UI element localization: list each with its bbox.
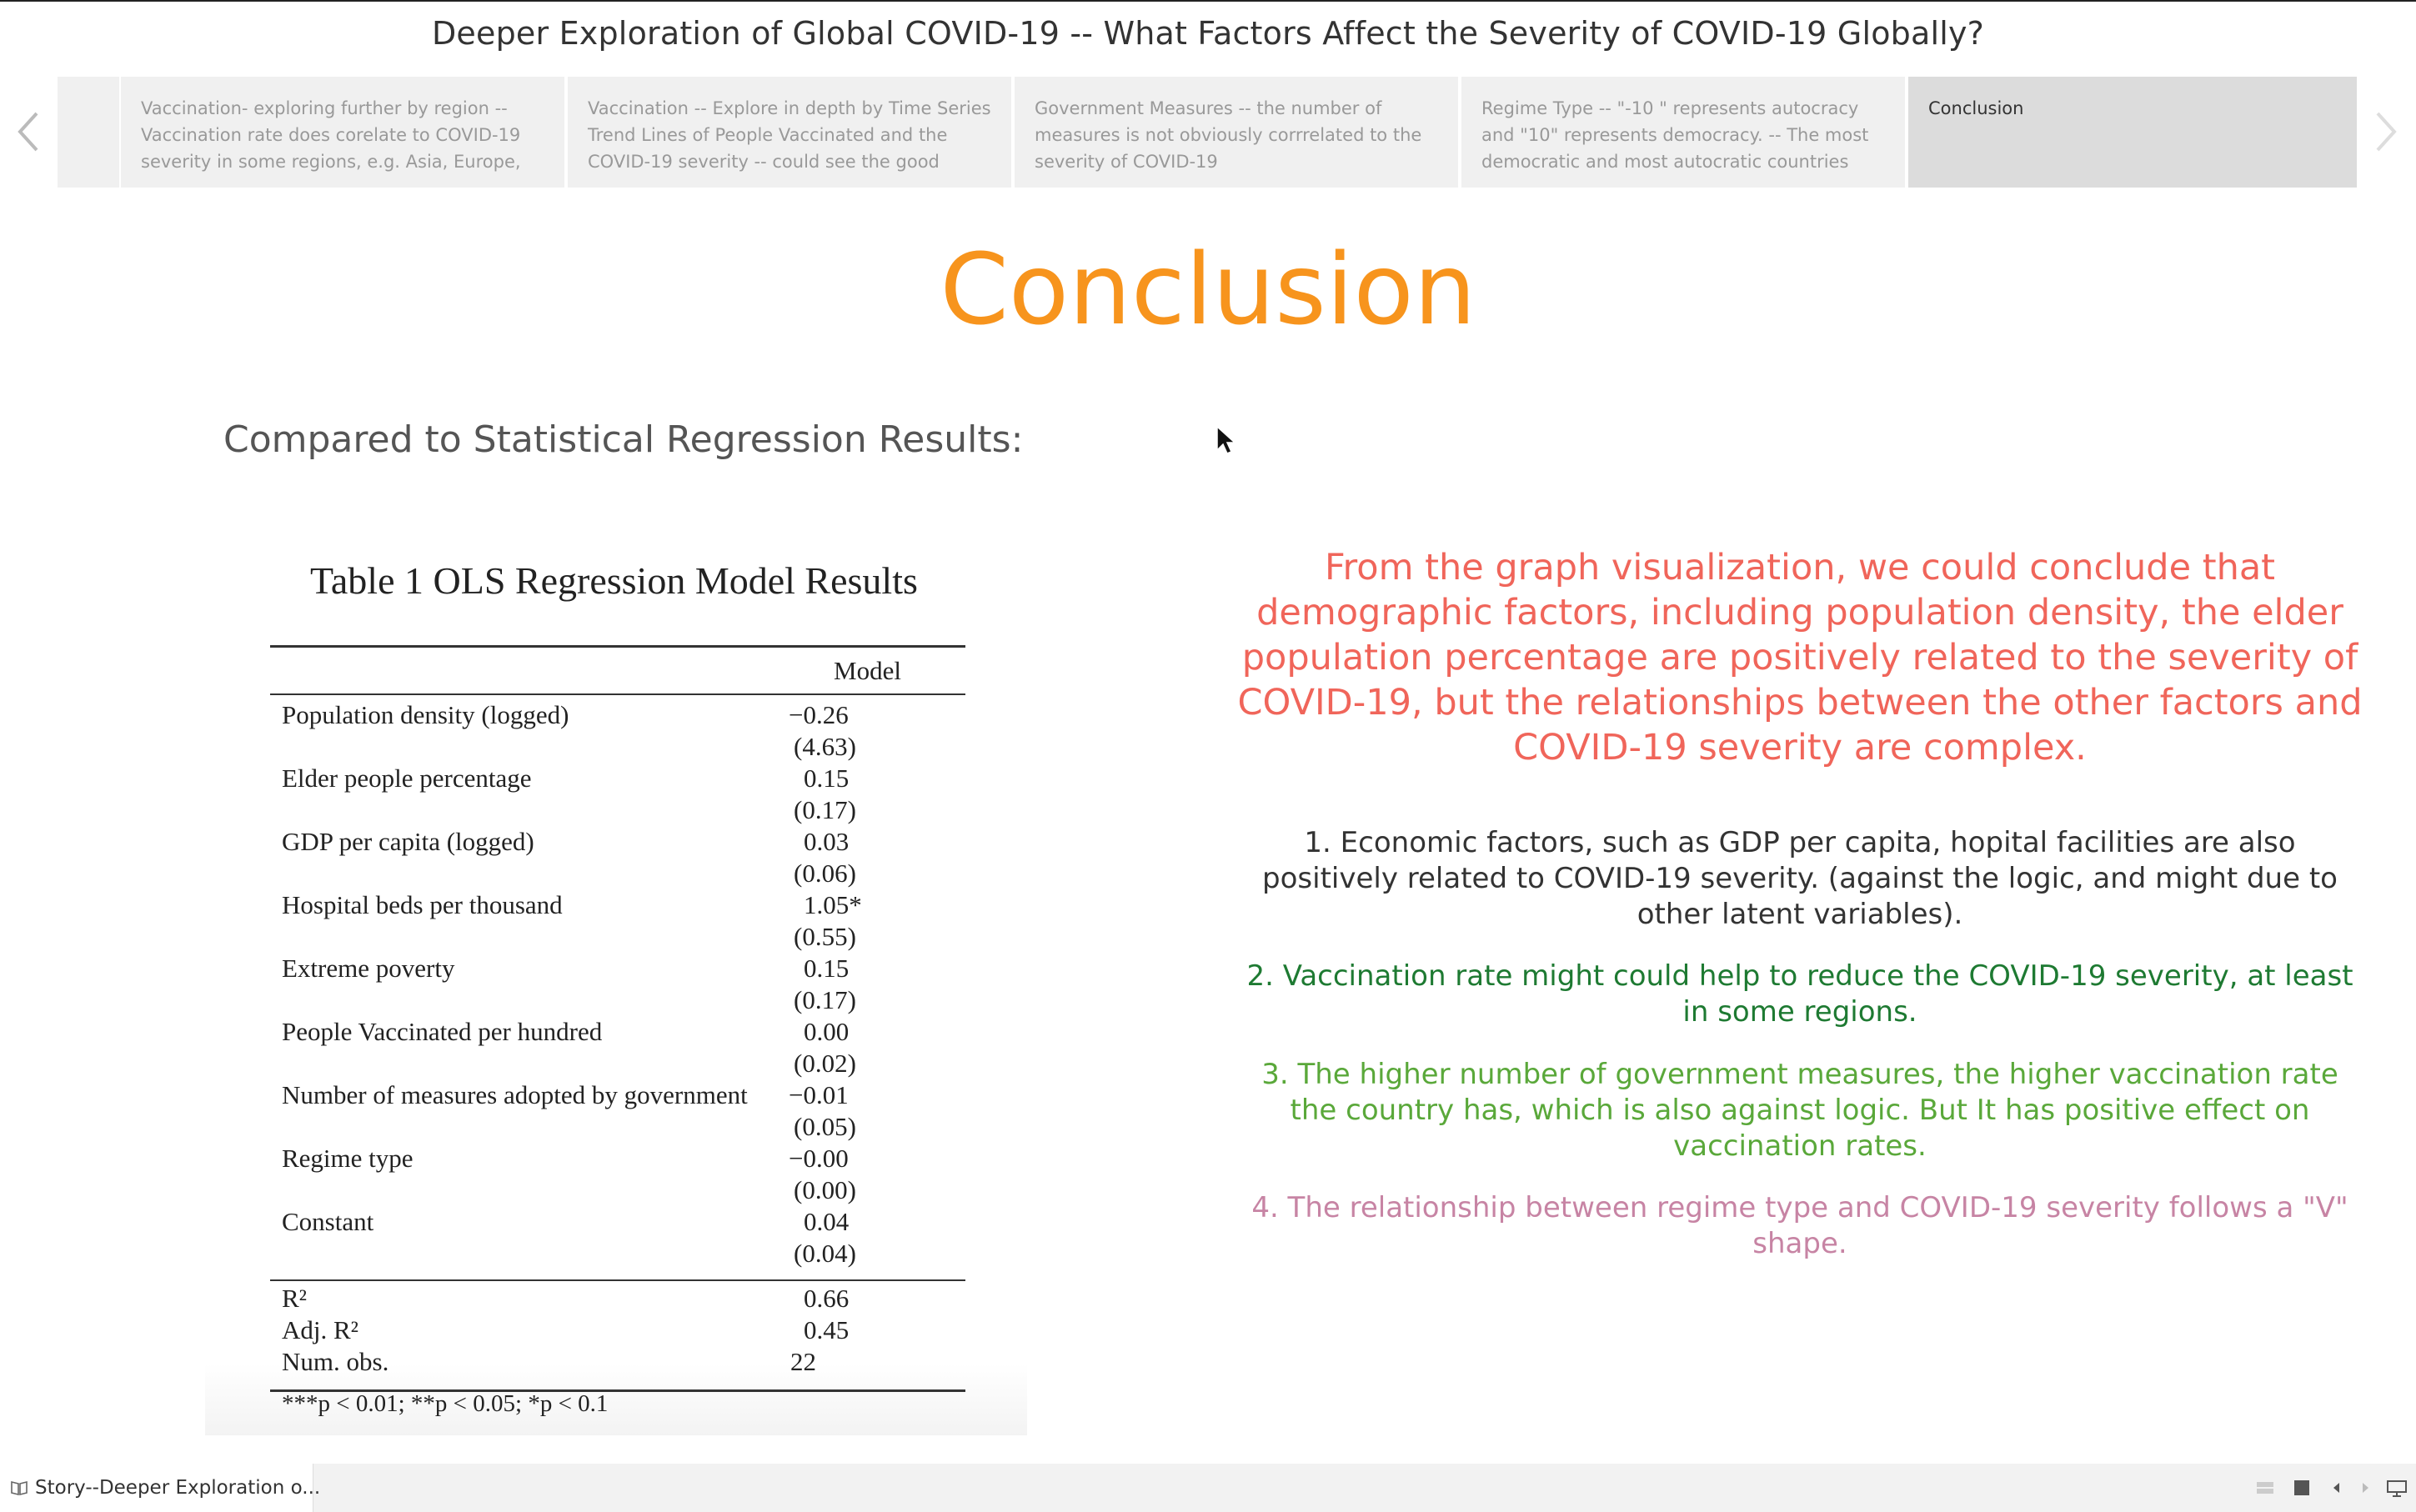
stat-value: 22	[790, 1347, 816, 1376]
finding-vaccination: 2. Vaccination rate might could help to reduce the COVID-19 severity, at least in some regions.	[1246, 959, 2353, 1029]
tab-vaccination-region[interactable]: Vaccination- exploring further by region -- Vaccination rate does corelate to COVID-19 severity in some regions, e.g. Asia, Europe,	[121, 77, 564, 188]
table-stats-rule	[270, 1279, 965, 1281]
tab-vaccination-time-series[interactable]: Vaccination -- Explore in depth by Time Series Trend Lines of People Vaccinated and the COVID-19 severity -- could see the good	[568, 77, 1011, 188]
regression-table-image	[205, 533, 1027, 1435]
row-std-error: (0.17)	[794, 795, 856, 824]
row-coefficient: 0.04	[804, 1207, 850, 1236]
table-row	[205, 827, 1027, 888]
row-std-error: (0.04)	[794, 1239, 856, 1268]
sheet-tab-bar	[0, 1464, 2416, 1512]
conclusion-summary: From the graph visualization, we could conclude that demographic factors, including population density, the elder population percentage are positively related to the severity of COVID-19, but the relationships between the other factors and COVID-19 severity are complex.	[1237, 547, 2363, 769]
story-book-icon	[10, 1479, 28, 1497]
table-significance-note: ***p < 0.01; **p < 0.05; *p < 0.1	[282, 1390, 609, 1417]
tab-government-measures[interactable]: Government Measures -- the number of measures is not obviously corrrelated to the severity of COVID-19	[1015, 77, 1458, 188]
table-row	[205, 1207, 1027, 1268]
sheet-tab-story[interactable]	[0, 1464, 321, 1512]
single-view-icon[interactable]	[2291, 1477, 2313, 1499]
filmstrip-view-icon[interactable]	[2254, 1477, 2276, 1499]
chevron-left-icon[interactable]	[5, 98, 55, 165]
row-label: Constant	[282, 1207, 374, 1236]
next-sheet-icon[interactable]	[2354, 1477, 2376, 1499]
section-subheading: Compared to Statistical Regression Results:	[223, 418, 1024, 461]
tab-conclusion[interactable]: Conclusion	[1908, 77, 2357, 188]
table-row	[205, 700, 1027, 761]
row-std-error: (0.55)	[794, 922, 856, 951]
row-coefficient: 0.03	[804, 827, 850, 856]
table-row	[205, 1017, 1027, 1078]
row-label: Number of measures adopted by government	[282, 1080, 748, 1109]
row-coefficient: 0.00	[804, 1017, 850, 1046]
row-label: Elder people percentage	[282, 764, 532, 793]
table-row	[205, 954, 1027, 1014]
stat-label: R²	[282, 1284, 307, 1313]
row-std-error: (0.00)	[794, 1175, 856, 1204]
row-label: Extreme poverty	[282, 954, 455, 983]
finding-economic: 1. Economic factors, such as GDP per capita, hopital facilities are also positively related to COVID-19 severity. (against the logic, and might due to other latent variables).	[1262, 826, 2338, 931]
table-row	[205, 764, 1027, 824]
window-top-border	[0, 0, 2416, 2]
previous-sheet-icon[interactable]	[2326, 1477, 2348, 1499]
stat-label: Adj. R²	[282, 1315, 358, 1344]
row-coefficient: −0.01	[789, 1080, 849, 1109]
row-coefficient: 1.05*	[804, 890, 862, 919]
row-coefficient: −0.00	[789, 1144, 849, 1173]
row-coefficient: 0.15	[804, 764, 850, 793]
stat-value: 0.66	[804, 1284, 850, 1313]
table-row	[205, 1144, 1027, 1204]
row-label: People Vaccinated per hundred	[282, 1017, 603, 1046]
sheet-tab-label: Story--Deeper Exploration o...	[35, 1477, 321, 1499]
row-std-error: (0.06)	[794, 859, 856, 888]
table-caption: Table 1 OLS Regression Model Results	[310, 559, 918, 602]
tab-previous-stub[interactable]	[58, 77, 119, 188]
table-top-rule	[270, 645, 965, 648]
table-row	[205, 890, 1027, 951]
row-std-error: (0.02)	[794, 1049, 856, 1078]
finding-government-measures: 3. The higher number of government measures, the higher vaccination rate the country has, which is also against logic. But It has positive effect on vaccination rates.	[1261, 1058, 2338, 1163]
row-label: Hospital beds per thousand	[282, 890, 563, 919]
chevron-right-icon[interactable]	[2359, 98, 2409, 165]
page-title: Conclusion	[940, 232, 1476, 347]
table-header-rule	[270, 693, 965, 695]
table-row	[205, 1080, 1027, 1141]
stat-label: Num. obs.	[282, 1347, 389, 1376]
presentation-mode-icon[interactable]	[2386, 1477, 2408, 1499]
row-label: Regime type	[282, 1144, 414, 1173]
finding-regime-type: 4. The relationship between regime type and COVID-19 severity follows a "V" shape.	[1251, 1191, 2348, 1260]
row-std-error: (4.63)	[794, 732, 856, 761]
row-label: Population density (logged)	[282, 700, 569, 729]
story-point-navigator	[58, 77, 2357, 188]
table-column-header: Model	[834, 656, 901, 685]
row-std-error: (0.05)	[794, 1112, 856, 1141]
story-title: Deeper Exploration of Global COVID-19 -- What Factors Affect the Severity of COVID-19 Globally?	[431, 15, 1985, 52]
mouse-cursor-icon	[1216, 425, 1237, 455]
row-std-error: (0.17)	[794, 985, 856, 1014]
row-coefficient: −0.26	[789, 700, 849, 729]
row-label: GDP per capita (logged)	[282, 827, 534, 856]
tab-regime-type[interactable]: Regime Type -- "-10 " represents autocracy and "10" represents democracy. -- The most democratic and most autocratic countries	[1461, 77, 1905, 188]
row-coefficient: 0.15	[804, 954, 850, 983]
stat-value: 0.45	[804, 1315, 850, 1344]
